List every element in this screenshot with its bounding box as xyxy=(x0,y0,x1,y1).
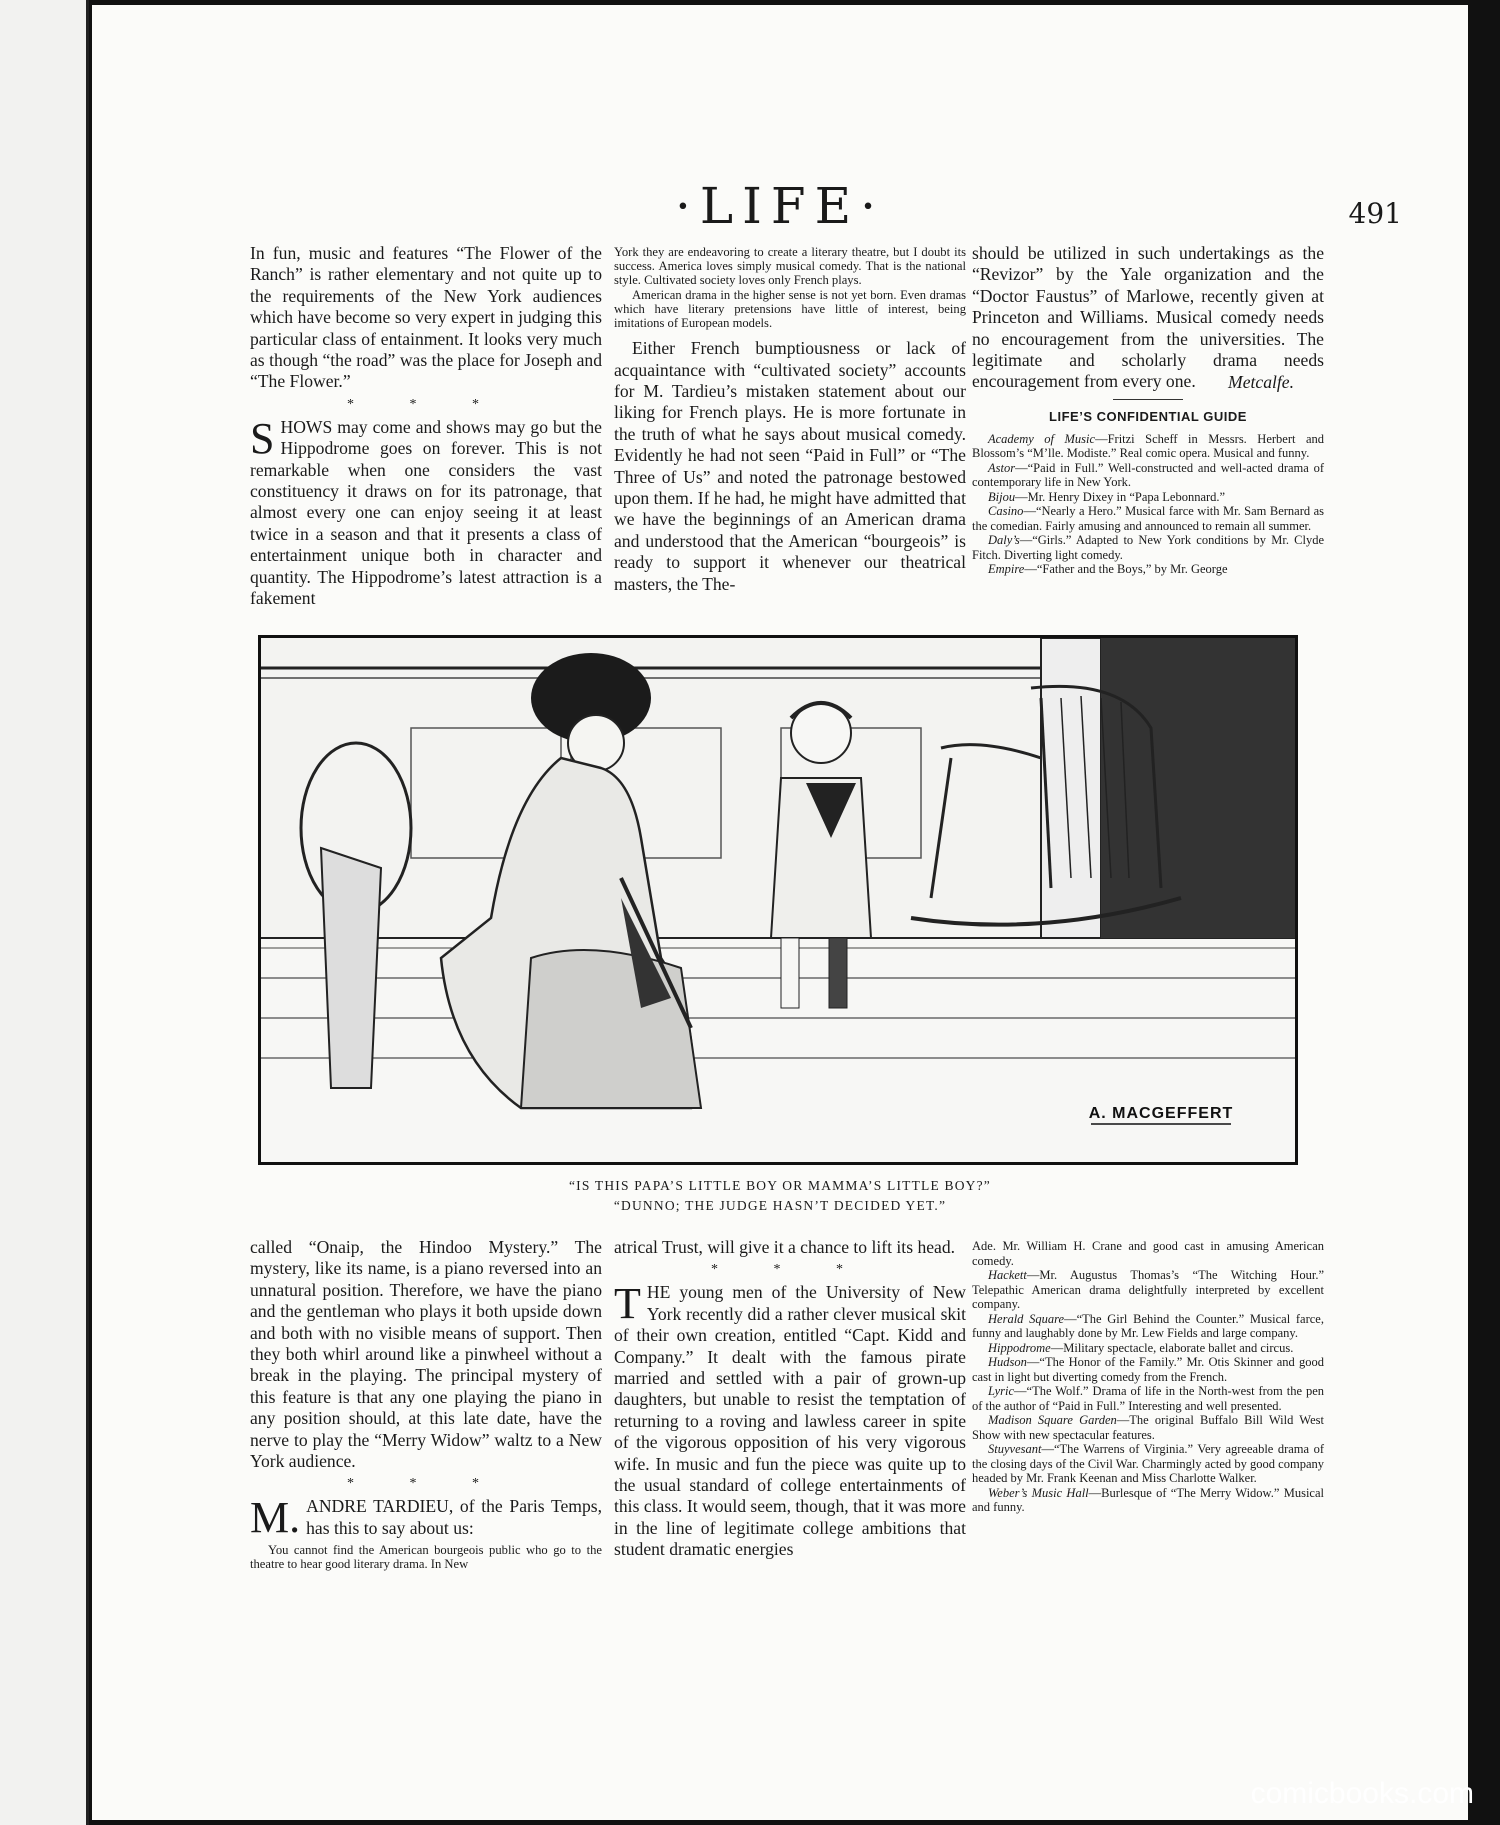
paragraph: In fun, music and features “The Flower of the Ranch” is rather elementary and not quite up to the requirements of the New York audiences which have become so very expert in judging this particular class of entainment. It looks very much as though “the road” was the place for Joseph and “The Flower.” xyxy=(250,243,602,392)
confidential-guide-top xyxy=(972,432,1324,577)
section-divider: * * * xyxy=(347,1476,505,1492)
guide-entry: Hackett—Mr. Augustus Thomas’s “The Witching Hour.” Telepathic American drama delightfully interpreted by excellent company. xyxy=(972,1268,1324,1311)
guide-entry: Herald Square—“The Girl Behind the Counter.” Musical farce, funny and laughably done by Mr. Lew Fields and large company. xyxy=(972,1311,1324,1340)
cartoon-caption xyxy=(92,1176,1468,1216)
paragraph: M. ANDRE TARDIEU, of the Paris Temps, has this to say about us: xyxy=(250,1493,602,1543)
paragraph: THE young men of the University of New York recently did a rather clever musical skit of their own creation, entitled “Capt. Kidd and Company.” It dealt with the famous pirate married and settled with a pair of grown-up daughters, but unable to resist the temptation of returning to a roving and lawless career in spite of the vigorous opposition of his very vigorous wife. In music and fun the piece was quite up to the usual standard of college entertainments of this class. It would seem, though, that it was more in the line of legitimate college ambitions that student dramatic energies xyxy=(614,1279,966,1560)
guide-entry: Lyric—“The Wolf.” Drama of life in the North-west from the pen of the author of “Paid in Full.” Interesting and well presented. xyxy=(972,1384,1324,1413)
guide-entry: Academy of Music—Fritzi Scheff in Messrs. Herbert and Blossom’s “M’lle. Modiste.” Real comic opera. Musical and funny. xyxy=(972,431,1325,461)
guide-entry: Ade. Mr. William H. Crane and good cast in amusing American comedy. xyxy=(972,1239,1324,1268)
author-signature: Metcalfe. xyxy=(1228,371,1294,392)
guide-entry: Empire—“Father and the Boys,” by Mr. George xyxy=(988,562,1228,577)
magazine-page xyxy=(92,5,1468,1820)
guide-entry: Daly’s—“Girls.” Adapted to New York conditions by Mr. Clyde Fitch. Diverting light comedy. xyxy=(972,533,1324,562)
guide-entry: Weber’s Music Hall—Burlesque of “The Merry Widow.” Musical and funny. xyxy=(972,1485,1324,1514)
artist-signature: A. MACGEFFERT xyxy=(1088,1105,1234,1122)
adjacent-page-edge xyxy=(0,0,89,1825)
page-number: 491 xyxy=(1348,197,1402,230)
paragraph: called “Onaip, the Hindoo Mystery.” The mystery, like its name, is a piano reversed into an unnatural position. Therefore, we have the piano and the gentleman who plays it both upside down and both with no visible means of support. Then they both whirl around like a pinwheel without a break in the playing. The principal mystery of this feature is that any one playing the piano in any position should, at this late date, have the nerve to play the “Merry Widow” waltz to a New York audience. xyxy=(250,1237,602,1472)
paragraph: Either French bumptiousness or lack of acquaintance with “cultivated society” accounts for M. Tardieu’s mistaken statement about our liking for French plays. He is more fortunate in the truth of what he says about musical comedy. Evidently he had not seen “Paid in Full” or “The Three of Us” and noted the patronage bestowed upon them. If he had, he might have admitted that we have the beginnings of an American drama and understood that the American “bourgeois” is ready to support it whenever our theatrical masters, the The- xyxy=(614,338,966,594)
caption-line: “DUNNO; THE JUDGE HASN’T DECIDED YET.” xyxy=(613,1198,947,1213)
bottom-column-2 xyxy=(614,1237,966,1561)
guide-entry: Madison Square Garden—The original Buffalo Bill Wild West Show with new spectacular features. xyxy=(972,1413,1324,1442)
divider-rule xyxy=(1113,399,1183,400)
top-column-2 xyxy=(614,245,966,595)
section-divider: * * * xyxy=(347,396,505,412)
drop-cap: M. xyxy=(250,1493,301,1543)
paragraph: SHOWS may come and shows may go but the Hippodrome goes on forever. This is not remarkable when one considers the vast constituency it draws on for its patronage, that almost every one can enjoy seeing it at least twice in a season and that it presents a class of entertainment unique both in character and quantity. The Hippodrome’s latest attraction is a fakement xyxy=(250,413,602,609)
quoted-text: You cannot find the American bourgeois public who go to the theatre to hear good literary drama. In New xyxy=(250,1543,602,1572)
guide-entry: Hudson—“The Honor of the Family.” Mr. Otis Skinner and good cast in light but diverting comedy from the French. xyxy=(972,1355,1324,1384)
quotation-block xyxy=(614,245,966,330)
site-watermark: comicbooks.com xyxy=(1250,1777,1474,1810)
masthead-title: ·LIFE· xyxy=(675,177,885,235)
guide-entry: Hippodrome—Military spectacle, elaborate ballet and circus. xyxy=(988,1340,1294,1355)
cartoon-drawing xyxy=(261,638,1295,1162)
drop-cap: T xyxy=(614,1279,641,1329)
quoted-text: York they are endeavoring to create a literary theatre, but I doubt its success. America loves simply musical comedy. That is the national style. Cultivated society loves only French plays. xyxy=(614,245,966,288)
guide-entry: Casino—“Nearly a Hero.” Musical farce with Mr. Sam Bernard as the comedian. Fairly amusing and announced to remain all summer. xyxy=(972,504,1324,533)
confidential-guide-bottom xyxy=(972,1239,1324,1515)
drop-cap: S xyxy=(250,413,275,463)
guide-entry: Astor—“Paid in Full.” Well-constructed and well-acted drama of contemporary life in New York. xyxy=(972,460,1324,490)
guide-entry: Stuyvesant—“The Warrens of Virginia.” Very agreeable drama of the closing days of the Civil War. Charmingly acted by good company headed by Mr. Frank Keenan and Miss Charlotte Walker. xyxy=(972,1442,1324,1485)
cartoon-illustration xyxy=(258,635,1298,1165)
caption-line: “IS THIS PAPA’S LITTLE BOY OR MAMMA’S LITTLE BOY?” xyxy=(568,1178,991,1193)
paragraph: should be utilized in such undertakings as the “Revizor” by the Yale organization and the “Doctor Faustus” of Marlowe, recently given at Princeton and Williams. Musical comedy needs no encouragement from the universities. The legitimate and scholarly drama needs encouragement from every one. xyxy=(972,243,1324,392)
top-column-1 xyxy=(250,243,602,610)
guide-title: LIFE’S CONFIDENTIAL GUIDE xyxy=(1049,409,1247,425)
section-divider: * * * xyxy=(711,1262,869,1278)
top-column-3 xyxy=(972,243,1324,577)
guide-entry: Bijou—Mr. Henry Dixey in “Papa Lebonnard.” xyxy=(988,489,1226,504)
paragraph: atrical Trust, will give it a chance to lift its head. xyxy=(614,1237,956,1257)
bottom-column-1 xyxy=(250,1237,602,1572)
quoted-text: American drama in the higher sense is not yet born. Even dramas which have literary pretensions have little of interest, being imitations of European models. xyxy=(614,287,966,331)
